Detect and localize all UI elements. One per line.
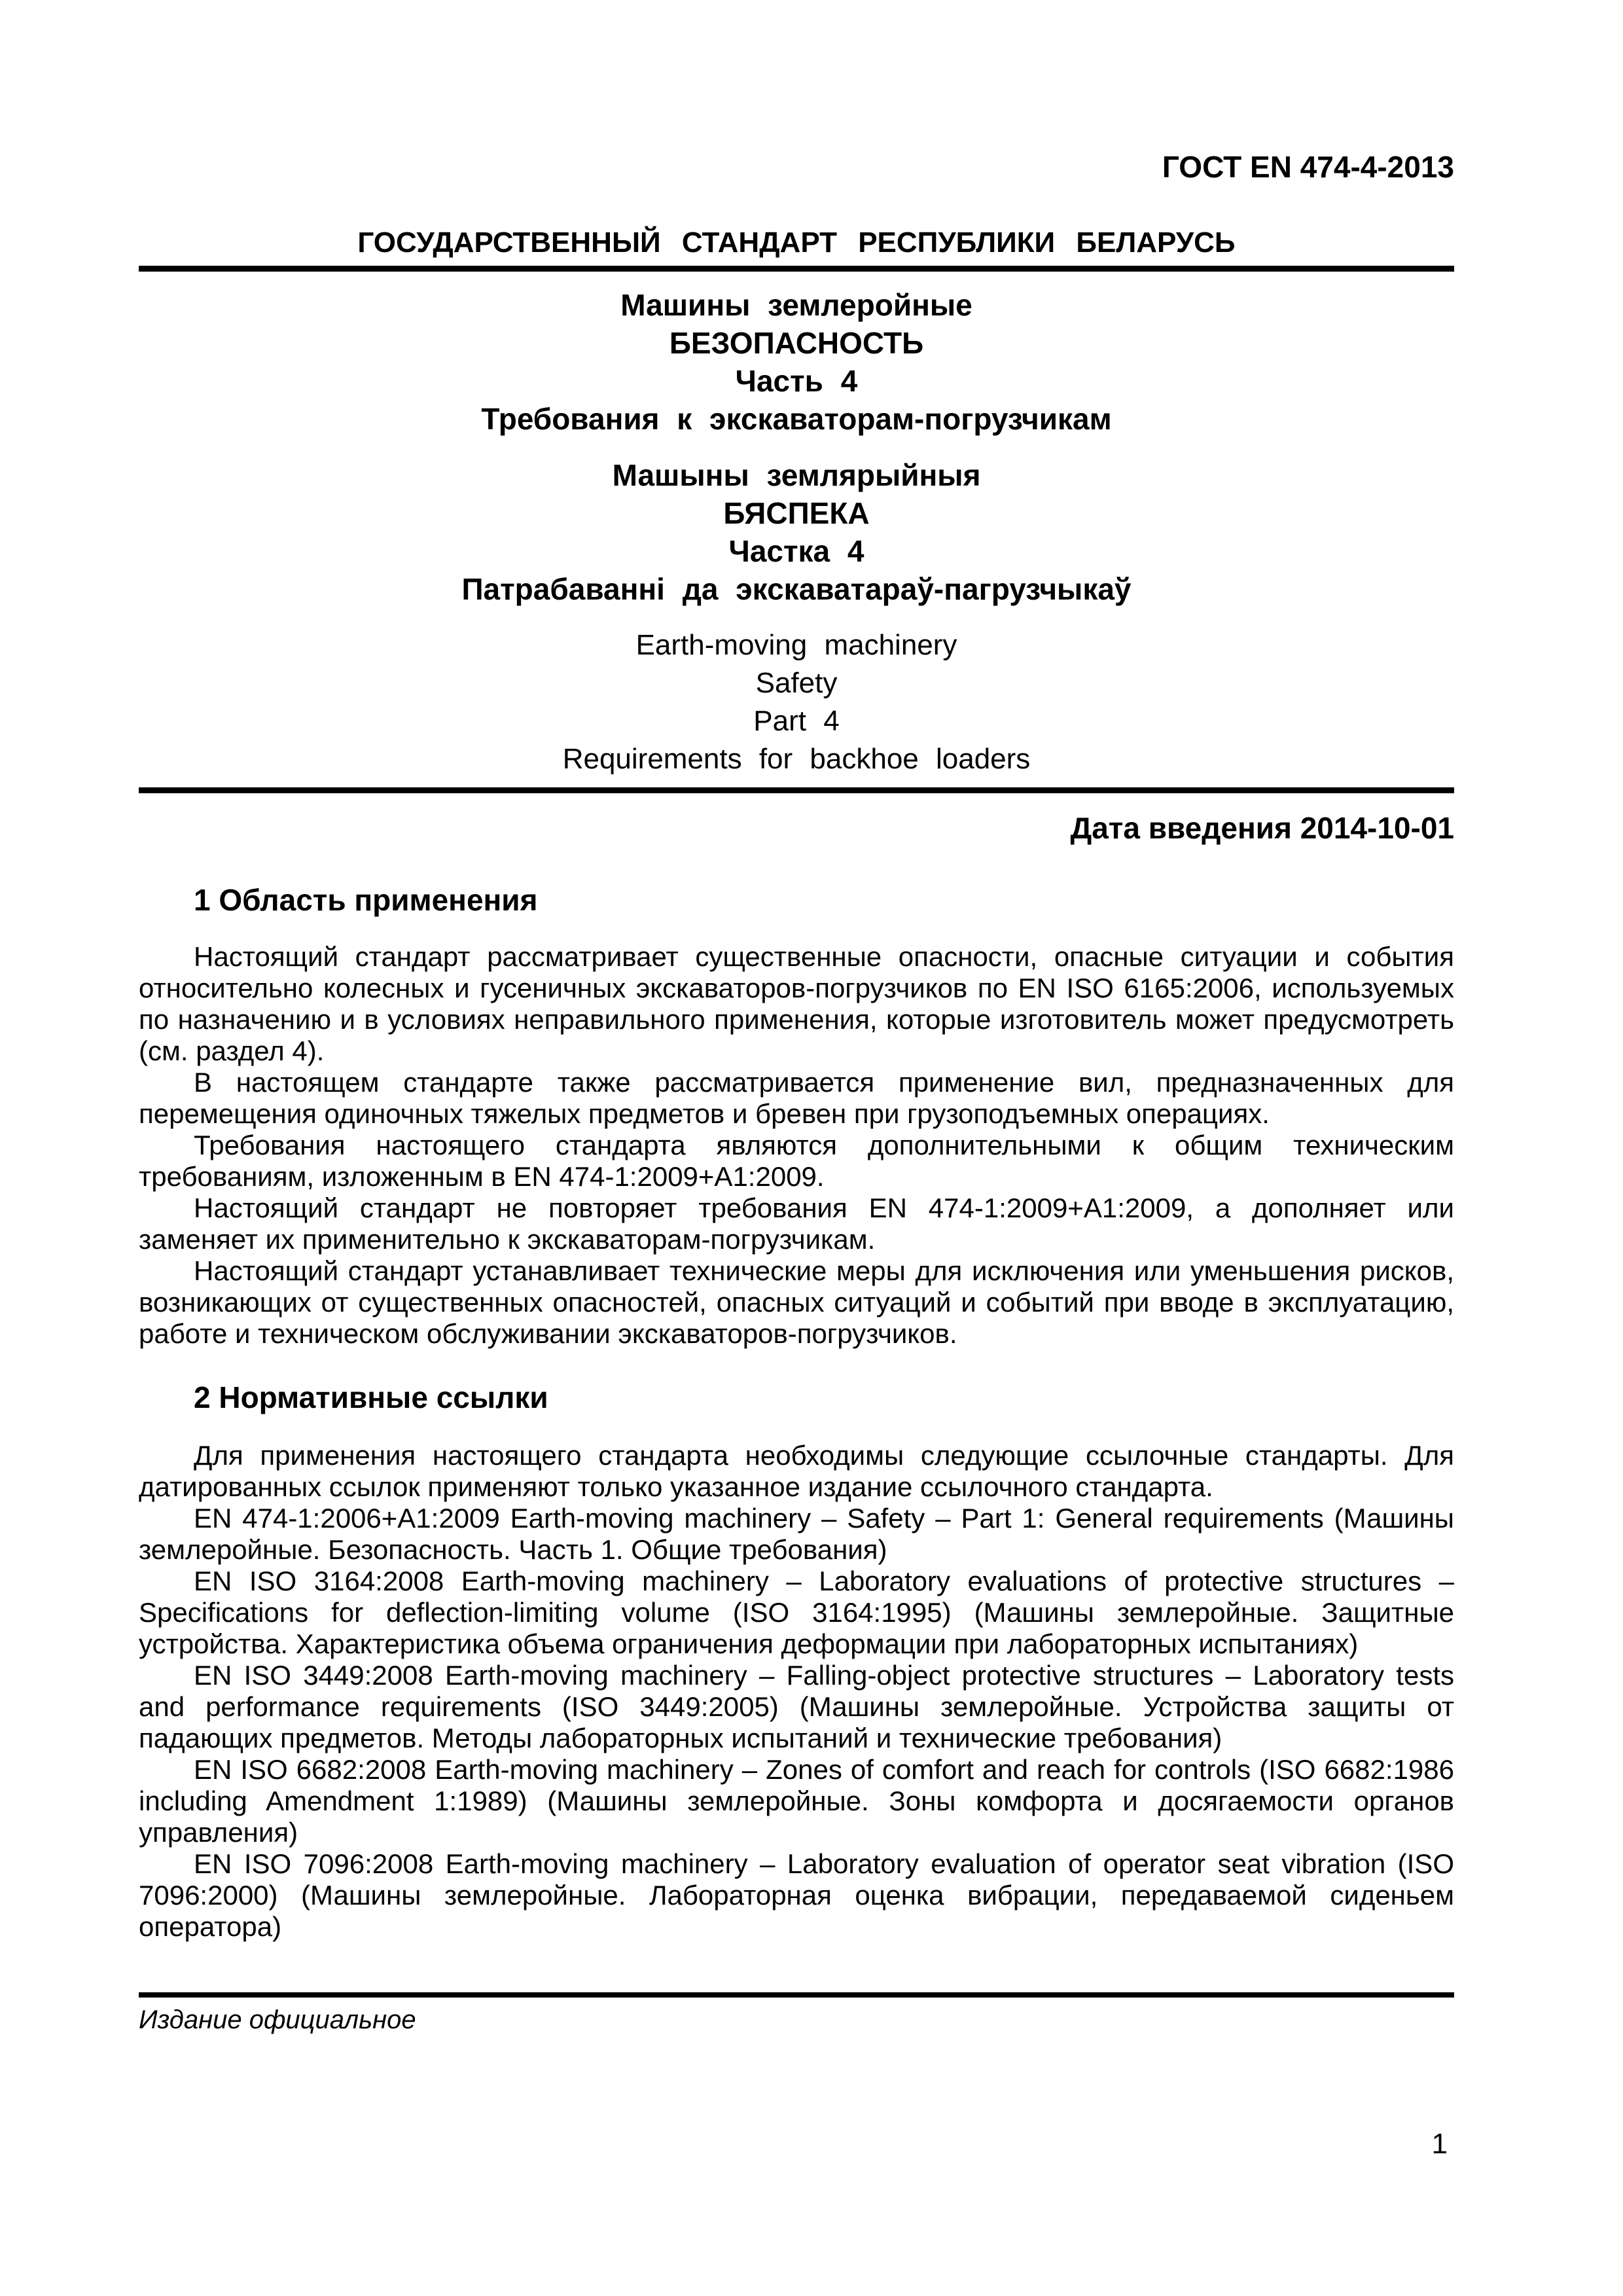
edition-note: Издание официальное: [139, 2005, 416, 2034]
title-group-belarusian: [139, 456, 1454, 608]
paragraph: В настоящем стандарте также рассматривается применение вил, предназначенных для перемещения одиночных тяжелых предметов и бревен при грузоподъемных операциях.: [139, 1067, 1454, 1129]
title-line: Earth-moving machinery: [635, 629, 957, 661]
reference-paragraph: EN ISO 6682:2008 Earth-moving machinery – Zones of comfort and reach for controls (ISO 6682:1986 including Amendment 1:1989) (Машины землеройные. Зоны комфорта и досягаемости органов управления): [139, 1754, 1454, 1848]
header-rule: [139, 266, 1454, 272]
section-2-heading: 2 Нормативные ссылки: [194, 1380, 548, 1414]
reference-paragraph: EN ISO 3449:2008 Earth-moving machinery – Falling-object protective structures – Laboratory tests and performance requirements (ISO 3449:2005) (Машины землеройные. Устройства защиты от падающих предметов. Методы лабораторных испытаний и технические требования): [139, 1660, 1454, 1753]
title-line: Part 4: [753, 705, 840, 737]
title-line: БЯСПЕКА: [723, 496, 870, 530]
title-block: [139, 286, 1454, 778]
title-line: Требования к экскаваторам-погрузчикам: [481, 402, 1112, 436]
paragraph: Требования настоящего стандарта являются дополнительными к общим техническим требованиям, изложенным в EN 474-1:2009+A1:2009.: [139, 1130, 1454, 1192]
paragraph: Настоящий стандарт устанавливает технические меры для исключения или уменьшения рисков, возникающих от существенных опасностей, опасных ситуаций и событий при вводе в эксплуатацию, работе и техническом обслуживании экскаваторов-погрузчиков.: [139, 1255, 1454, 1349]
title-line: Requirements for backhoe loaders: [562, 743, 1031, 775]
section-1-body: [139, 941, 1454, 1350]
reference-paragraph: EN ISO 7096:2008 Earth-moving machinery – Laboratory evaluation of operator seat vibration (ISO 7096:2000) (Машины землеройные. Лабораторная оценка вибрации, передаваемой сиденьем оператора): [139, 1848, 1454, 1942]
title-line: БЕЗОПАСНОСТЬ: [669, 326, 924, 360]
footer-rule: [139, 1992, 1454, 1998]
title-rule: [139, 787, 1454, 793]
effective-date: Дата введения 2014-10-01: [1070, 811, 1454, 845]
section-2-body: [139, 1440, 1454, 1943]
section-1-heading: 1 Область применения: [194, 883, 538, 917]
title-line: Патрабаванні да экскаватараў-пагрузчыкаў: [461, 572, 1132, 606]
doc-code: ГОСТ EN 474-4-2013: [1162, 150, 1454, 184]
reference-paragraph: EN 474-1:2006+A1:2009 Earth-moving machinery – Safety – Part 1: General requirements (Машины землеройные. Безопасность. Часть 1. Общие требования): [139, 1503, 1454, 1565]
paragraph: Настоящий стандарт не повторяет требования EN 474-1:2009+A1:2009, а дополняет или заменяет их применительно к экскаваторам-погрузчикам.: [139, 1193, 1454, 1255]
title-line: Safety: [755, 667, 838, 699]
paragraph: Настоящий стандарт рассматривает существенные опасности, опасные ситуации и события относительно колесных и гусеничных экскаваторов-погрузчиков по EN ISO 6165:2006, используемых по назначению и в условиях неправильного применения, которые изготовитель может предусмотреть (см. раздел 4).: [139, 941, 1454, 1066]
reference-paragraph: EN ISO 3164:2008 Earth-moving machinery – Laboratory evaluations of protective structures – Specifications for deflection-limiting volume (ISO 3164:1995) (Машины землеройные. Защитные устройства. Характеристика объема ограничения деформации при лабораторных испытаниях): [139, 1566, 1454, 1659]
page-number: 1: [1431, 2128, 1448, 2160]
org-header: ГОСУДАРСТВЕННЫЙ СТАНДАРТ РЕСПУБЛИКИ БЕЛАРУСЬ: [357, 226, 1236, 259]
title-group-english: [139, 626, 1454, 778]
title-line: Машыны землярыйныя: [612, 458, 981, 492]
title-line: Часть 4: [735, 364, 858, 398]
title-line: Частка 4: [728, 534, 865, 568]
title-line: Машины землеройные: [620, 288, 972, 322]
title-group-russian: [139, 286, 1454, 438]
paragraph: Для применения настоящего стандарта необходимы следующие ссылочные стандарты. Для датированных ссылок применяют только указанное издание ссылочного стандарта.: [139, 1440, 1454, 1502]
